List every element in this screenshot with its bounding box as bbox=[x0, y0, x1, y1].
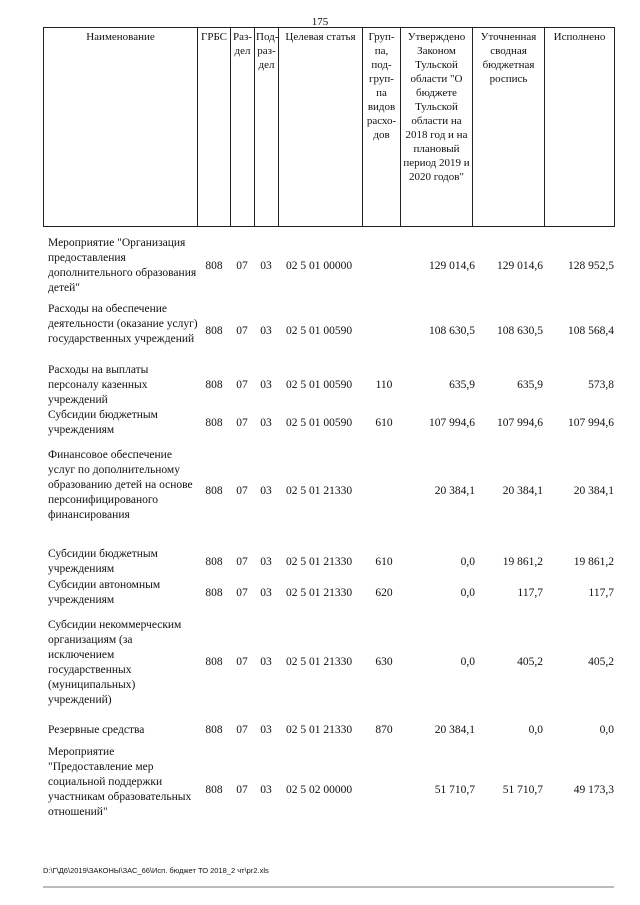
cell-podrazdel: 03 bbox=[260, 724, 272, 736]
row-name: Субсидии бюджетным учреждениям bbox=[48, 409, 158, 436]
cell-razdel: 07 bbox=[236, 485, 248, 497]
cell-refined: 635,9 bbox=[517, 379, 543, 391]
row-name: Субсидии бюджетным учреждениям bbox=[48, 548, 158, 575]
cell-razdel: 07 bbox=[236, 556, 248, 568]
page-number: 175 bbox=[311, 16, 329, 28]
cell-podrazdel: 03 bbox=[260, 587, 272, 599]
cell-grbs: 808 bbox=[205, 325, 223, 337]
cell-target: 02 5 01 00590 bbox=[286, 379, 353, 391]
cell-vr: 630 bbox=[375, 656, 393, 668]
header-grbs: ГРБС bbox=[198, 28, 231, 227]
footer-file-path: D:\Г\Д6\2019\ЗАКОНЫ\ЗАС_66\Исп. бюджет ТО 2018_2 чт\рr2.xls bbox=[43, 866, 269, 875]
row-name: Мероприятие "Предоставление мер социальной поддержки участникам образовательных отношений" bbox=[48, 746, 192, 818]
cell-approved: 0,0 bbox=[460, 587, 475, 599]
cell-approved: 20 384,1 bbox=[434, 724, 475, 736]
cell-target: 02 5 01 21330 bbox=[286, 656, 353, 668]
cell-approved: 635,9 bbox=[449, 379, 475, 391]
cell-podrazdel: 03 bbox=[260, 556, 272, 568]
cell-refined: 129 014,6 bbox=[497, 260, 543, 272]
cell-razdel: 07 bbox=[236, 417, 248, 429]
cell-executed: 405,2 bbox=[588, 656, 614, 668]
cell-vr: 110 bbox=[375, 379, 393, 391]
cell-approved: 20 384,1 bbox=[434, 485, 475, 497]
cell-executed: 107 994,6 bbox=[568, 417, 614, 429]
cell-podrazdel: 03 bbox=[260, 417, 272, 429]
cell-grbs: 808 bbox=[205, 485, 223, 497]
cell-executed: 20 384,1 bbox=[573, 485, 614, 497]
cell-podrazdel: 03 bbox=[260, 656, 272, 668]
cell-razdel: 07 bbox=[236, 784, 248, 796]
cell-executed: 108 568,4 bbox=[568, 325, 614, 337]
cell-podrazdel: 03 bbox=[260, 485, 272, 497]
cell-target: 02 5 01 00590 bbox=[286, 325, 353, 337]
cell-grbs: 808 bbox=[205, 587, 223, 599]
row-name: Расходы на выплаты персоналу казенных учреждений bbox=[48, 364, 149, 406]
row-name: Расходы на обеспечение деятельности (оказание услуг) государственных учреждений bbox=[48, 303, 198, 345]
header-executed: Исполнено bbox=[545, 28, 615, 227]
cell-executed: 117,7 bbox=[588, 587, 614, 599]
cell-vr: 610 bbox=[375, 556, 393, 568]
cell-grbs: 808 bbox=[205, 724, 223, 736]
cell-grbs: 808 bbox=[205, 556, 223, 568]
cell-executed: 128 952,5 bbox=[568, 260, 614, 272]
cell-approved: 108 630,5 bbox=[429, 325, 475, 337]
cell-refined: 51 710,7 bbox=[502, 784, 543, 796]
header-podrazdel: Под-раз-дел bbox=[255, 28, 279, 227]
cell-executed: 49 173,3 bbox=[573, 784, 614, 796]
bottom-divider bbox=[43, 886, 614, 888]
cell-razdel: 07 bbox=[236, 587, 248, 599]
cell-target: 02 5 01 00590 bbox=[286, 417, 353, 429]
cell-grbs: 808 bbox=[205, 417, 223, 429]
cell-refined: 19 861,2 bbox=[502, 556, 543, 568]
cell-razdel: 07 bbox=[236, 325, 248, 337]
row-name: Мероприятие "Организация предоставления дополнительного образования детей" bbox=[48, 237, 197, 294]
cell-refined: 108 630,5 bbox=[497, 325, 543, 337]
cell-refined: 117,7 bbox=[517, 587, 543, 599]
cell-refined: 20 384,1 bbox=[502, 485, 543, 497]
cell-approved: 129 014,6 bbox=[429, 260, 475, 272]
cell-podrazdel: 03 bbox=[260, 379, 272, 391]
header-name: Наименование bbox=[44, 28, 198, 227]
cell-refined: 107 994,6 bbox=[497, 417, 543, 429]
cell-grbs: 808 bbox=[205, 656, 223, 668]
cell-vr: 610 bbox=[375, 417, 393, 429]
cell-target: 02 5 02 00000 bbox=[286, 784, 353, 796]
header-razdel: Раз-дел bbox=[231, 28, 255, 227]
header-refined: Уточненная сводная бюджетная роспись bbox=[473, 28, 545, 227]
cell-approved: 0,0 bbox=[460, 556, 475, 568]
cell-grbs: 808 bbox=[205, 379, 223, 391]
cell-executed: 19 861,2 bbox=[573, 556, 614, 568]
header-group: Груп-па, под-груп-па видов расхо-дов bbox=[363, 28, 401, 227]
cell-approved: 0,0 bbox=[460, 656, 475, 668]
cell-target: 02 5 01 21330 bbox=[286, 485, 353, 497]
row-name: Финансовое обеспечение услуг по дополнительному образованию детей на основе персонифицированого финансирования bbox=[48, 449, 193, 521]
cell-podrazdel: 03 bbox=[260, 260, 272, 272]
header-approved: Утверждено Законом Тульской области "О бюджете Тульской области на 2018 год и на плановый период 2019 и 2020 годов" bbox=[401, 28, 473, 227]
cell-razdel: 07 bbox=[236, 724, 248, 736]
cell-executed: 573,8 bbox=[588, 379, 614, 391]
cell-target: 02 5 01 21330 bbox=[286, 724, 353, 736]
cell-target: 02 5 01 00000 bbox=[286, 260, 353, 272]
row-name: Резервные средства bbox=[48, 724, 145, 736]
cell-target: 02 5 01 21330 bbox=[286, 587, 353, 599]
cell-target: 02 5 01 21330 bbox=[286, 556, 353, 568]
cell-grbs: 808 bbox=[205, 784, 223, 796]
cell-podrazdel: 03 bbox=[260, 325, 272, 337]
cell-razdel: 07 bbox=[236, 656, 248, 668]
cell-refined: 0,0 bbox=[528, 724, 543, 736]
cell-vr: 870 bbox=[375, 724, 393, 736]
cell-grbs: 808 bbox=[205, 260, 223, 272]
cell-refined: 405,2 bbox=[517, 656, 543, 668]
cell-executed: 0,0 bbox=[599, 724, 614, 736]
cell-podrazdel: 03 bbox=[260, 784, 272, 796]
row-name: Субсидии некоммерческим организациям (за исключением государственных (муниципальных) учреждений) bbox=[48, 619, 182, 706]
cell-razdel: 07 bbox=[236, 379, 248, 391]
header-target: Целевая статья bbox=[279, 28, 363, 227]
cell-razdel: 07 bbox=[236, 260, 248, 272]
row-name: Субсидии автономным учреждениям bbox=[48, 579, 161, 606]
cell-approved: 51 710,7 bbox=[434, 784, 475, 796]
cell-approved: 107 994,6 bbox=[429, 417, 475, 429]
cell-vr: 620 bbox=[375, 587, 393, 599]
